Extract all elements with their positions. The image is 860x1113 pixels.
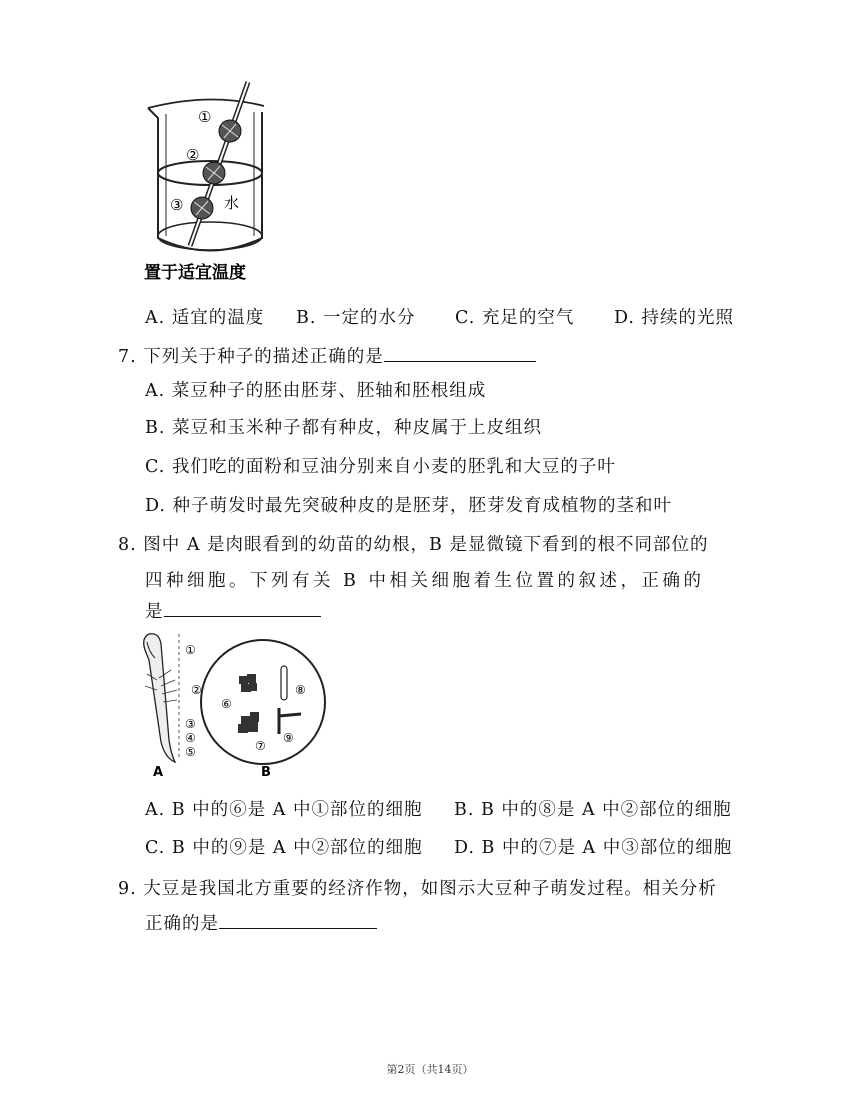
q9-answer-blank[interactable]: [219, 910, 377, 929]
q8-option-a: A. B 中的⑥是 A 中①部位的细胞: [145, 800, 423, 820]
root-label-3: ③: [185, 717, 196, 731]
root-cell-illustration: [135, 630, 335, 780]
q8-stem-line2: 四种细胞。下列有关 B 中相关细胞着生位置的叙述，正确的: [145, 571, 705, 591]
root-label-5: ⑤: [185, 745, 196, 759]
root-cell-figure: [135, 630, 335, 780]
q8-option-d: D. B 中的⑦是 A 中③部位的细胞: [454, 838, 733, 858]
q8-stem-line3: [145, 598, 321, 623]
cell-label-6: ⑥: [221, 697, 232, 711]
q8-answer-blank[interactable]: [164, 598, 321, 617]
q7-option-d: D. 种子萌发时最先突破种皮的是胚芽，胚芽发育成植物的茎和叶: [145, 496, 673, 516]
q8-stem-line3-text: 是: [145, 602, 164, 622]
figure1-caption: 置于适宜温度: [144, 263, 246, 283]
q7-option-a: A. 菜豆种子的胚由胚芽、胚轴和胚根组成: [145, 381, 487, 401]
root-label-2: ②: [191, 683, 202, 697]
figure1-label-1: ①: [198, 108, 212, 126]
figure1-label-3: ③: [170, 196, 184, 214]
beaker-illustration: [140, 78, 280, 288]
q8-option-c: C. B 中的⑨是 A 中②部位的细胞: [145, 838, 423, 858]
q6-option-a: A. 适宜的温度: [145, 308, 265, 328]
figure-label-a: A: [153, 765, 164, 780]
page-footer: 第2页（共14页）: [386, 1063, 474, 1076]
q6-option-b: B. 一定的水分: [296, 308, 416, 328]
q7-option-c: C. 我们吃的面粉和豆油分别来自小麦的胚乳和大豆的子叶: [145, 457, 616, 477]
q7-answer-blank[interactable]: [384, 343, 536, 362]
q6-option-d: D. 持续的光照: [614, 308, 735, 328]
root-label-1: ①: [185, 643, 196, 657]
q7-stem: [118, 343, 536, 368]
q8-option-b: B. B 中的⑧是 A 中②部位的细胞: [454, 800, 732, 820]
figure1-water-label: 水: [224, 194, 240, 212]
q9-stem-line2-text: 正确的是: [145, 914, 219, 934]
q8-stem-line1: 8. 图中 A 是肉眼看到的幼苗的幼根，B 是显微镜下看到的根不同部位的: [118, 535, 709, 555]
root-label-4: ④: [185, 731, 196, 745]
q9-stem-line2: [145, 910, 377, 935]
q7-option-b: B. 菜豆和玉米种子都有种皮，种皮属于上皮组织: [145, 418, 542, 438]
q9-stem-line1: 9. 大豆是我国北方重要的经济作物，如图示大豆种子萌发过程。相关分析: [118, 879, 717, 899]
beaker-figure: [140, 78, 280, 288]
cell-label-8: ⑧: [295, 683, 306, 697]
figure-label-b: B: [261, 765, 271, 780]
cell-label-7: ⑦: [255, 739, 266, 753]
cell-label-9: ⑨: [283, 731, 294, 745]
q7-stem-text: 7. 下列关于种子的描述正确的是: [118, 347, 384, 367]
figure1-label-2: ②: [186, 146, 200, 164]
q6-option-c: C. 充足的空气: [455, 308, 575, 328]
